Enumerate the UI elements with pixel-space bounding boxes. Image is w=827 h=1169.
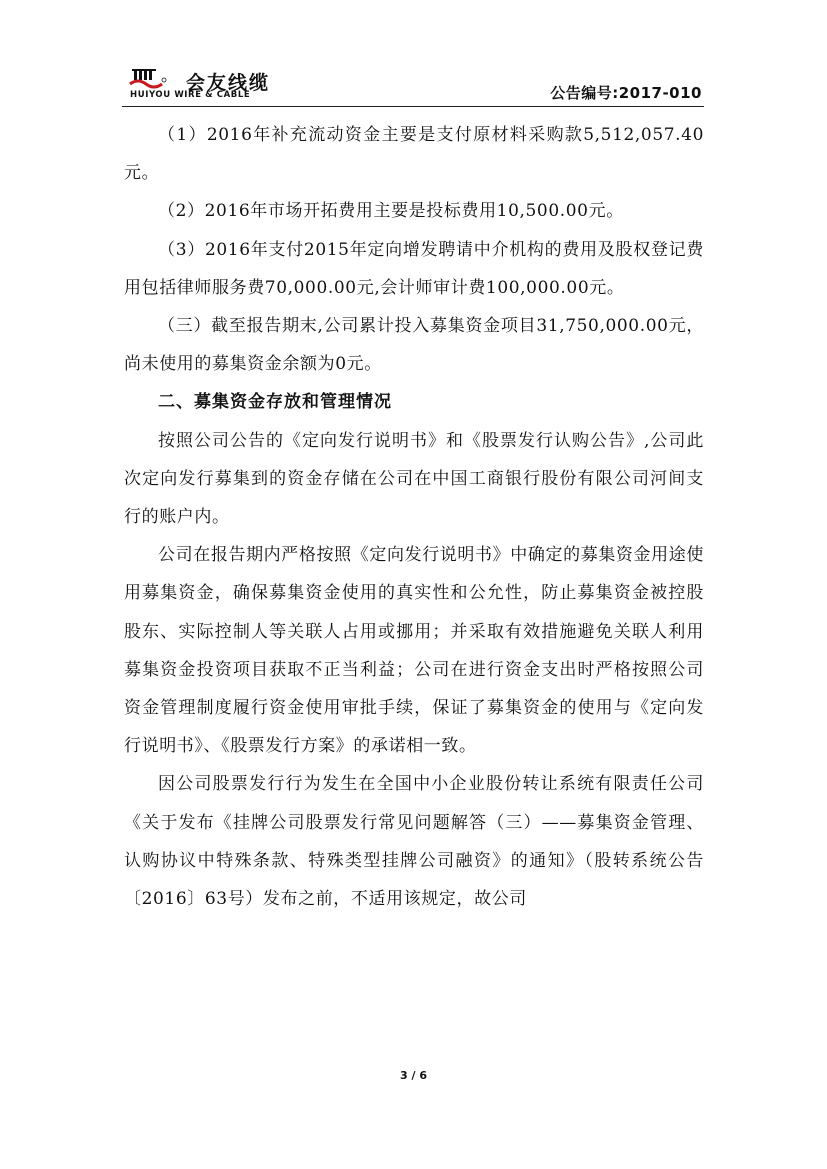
notice-number: 公告编号:2017-010 [550,84,702,102]
page-header [122,66,704,107]
page-number: 3 / 6 [400,1069,427,1082]
paragraph-intermediary-fees: （3）2016年支付2015年定向增发聘请中介机构的费用及股权登记费用包括律师服务费70,000.00元,会计师审计费100,000.00元。 [124,239,704,298]
logo-english-name: HUIYOU WIRE & CABLE [130,90,251,100]
logo-mark-icon [128,68,168,92]
company-logo [128,68,298,102]
logo-chinese-name: 会友线缆 [186,72,271,94]
paragraph-fund-storage: 按照公司公告的《定向发行说明书》和《股票发行认购公告》,公司此次定向发行募集到的资金存储在公司在中国工商银行股份有限公司河间支行的账户内。 [124,430,704,528]
section-heading: 二、募集资金存放和管理情况 [158,392,392,413]
paragraph-fund-management: 公司在报告期内严格按照《定向发行说明书》中确定的募集资金用途使用募集资金，确保募集资金使用的真实性和公允性，防止募集资金被控股股东、实际控制人等关联人占用或挪用；并采取有效措施避免关联人利用募集资金投资项目获取不正当利益；公司在进行资金支出时严格按照公司资金管理制度履行资金使用审批手续，保证了募集资金的使用与《定向发行说明书》、《股票发行方案》的承诺相一致。 [124,545,704,757]
paragraph-working-capital: （1）2016年补充流动资金主要是支付原材料采购款5,512,057.40元。 [124,125,704,184]
document-body [124,116,704,918]
paragraph-market-expansion: （2）2016年市场开拓费用主要是投标费用10,500.00元。 [158,201,624,222]
paragraph-cumulative-investment: （三）截至报告期末,公司累计投入募集资金项目31,750,000.00元，尚未使用的募集资金余额为0元。 [124,316,704,375]
paragraph-regulation: 因公司股票发行行为发生在全国中小企业股份转让系统有限责任公司《关于发布《挂牌公司股票发行常见问题解答（三）——募集资金管理、认购协议中特殊条款、特殊类型挂牌公司融资》的通知》（股转系统公告〔2016〕63号）发布之前，不适用该规定，故公司 [124,774,704,910]
